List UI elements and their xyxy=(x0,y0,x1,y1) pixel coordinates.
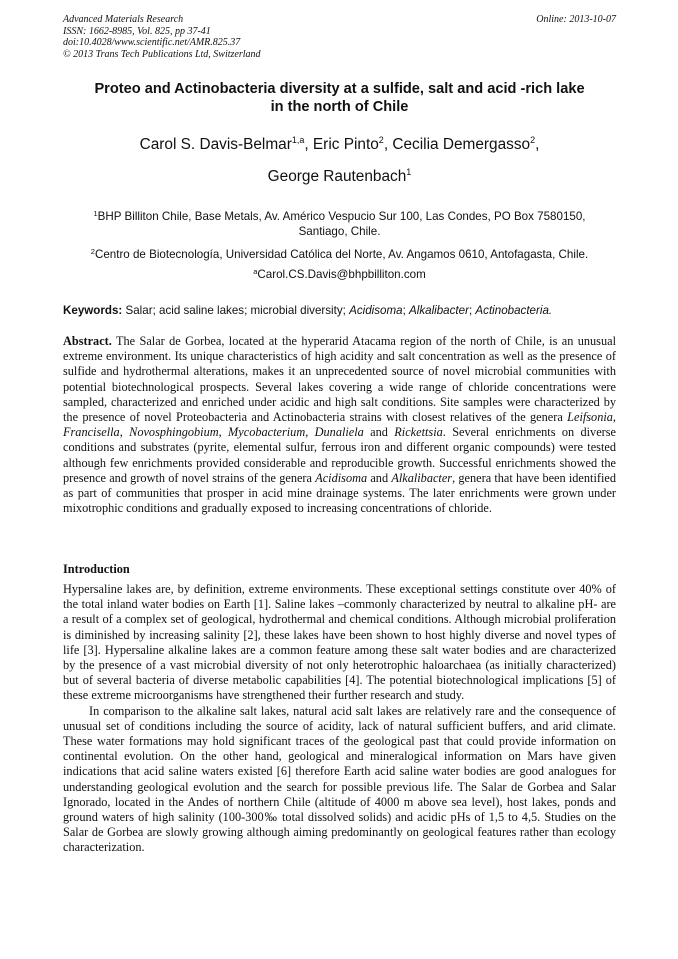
author-affiliation-mark: 1,a xyxy=(291,135,305,145)
genus-name: Alkalibacter xyxy=(391,470,453,485)
abstract-text: , xyxy=(119,425,130,440)
keyword-term: Actinobacteria. xyxy=(475,304,553,317)
keywords-label: Keywords: xyxy=(63,304,123,317)
journal-doi: doi:10.4028/www.scientific.net/AMR.825.37 xyxy=(63,37,241,48)
paper-title xyxy=(63,80,616,116)
author-affiliation-mark: 2 xyxy=(378,135,384,145)
title-line-2: in the north of Chile xyxy=(270,99,409,115)
author-affiliation-mark: 1 xyxy=(406,167,412,177)
corresponding-email xyxy=(63,267,616,282)
authors-line-1 xyxy=(63,129,616,161)
authors-line-2 xyxy=(63,161,616,193)
email-address: Carol.CS.Davis@bhpbilliton.com xyxy=(257,268,426,281)
keyword-term: Alkalibacter xyxy=(409,304,469,317)
introduction-body xyxy=(63,582,616,856)
section-heading-introduction: Introduction xyxy=(63,562,130,576)
affiliation-1 xyxy=(63,209,616,239)
journal-name: Advanced Materials Research xyxy=(63,14,184,25)
genus-name: Mycobacterium xyxy=(228,425,306,440)
email-mark: a xyxy=(253,267,258,276)
title-line-1: Proteo and Actinobacteria diversity at a sulfide, salt and acid -rich lake xyxy=(94,81,585,97)
author-separator: , xyxy=(535,136,540,153)
abstract-text: , xyxy=(305,425,315,440)
affiliation-1-line-2: Santiago, Chile. xyxy=(298,225,381,238)
intro-paragraph-1: Hypersaline lakes are, by definition, extreme environments. These exceptional settings constitute over 40% of the total inland water bodies on Earth [1]. Saline lakes –commonly characterized by neutral to alkaline pH- are a result of a complex set of geological, hydrothermal and chemical conditions. Although microbial proliferation is diminished by increasing salinity [2], these lakes have been shown to host highly diverse and novel types of life [3]. Hypersaline alkaline lakes are a common feature among these salt water bodies and are characterized by the presence of a vast microbial diversity of not only heterotrophic haloarchaea (as initially characterized) but of several bacteria of diverse metabolic capabilities [4]. The potential biotechnological implications [5] of these extreme microorganisms have strengthened their further research and study. xyxy=(63,582,616,703)
keywords-text: Salar; acid saline lakes; microbial diversity; xyxy=(122,304,350,317)
abstract xyxy=(63,334,616,516)
genus-name: Dunaliela xyxy=(314,425,364,440)
genus-name: Rickettsia xyxy=(394,425,443,440)
affiliation-1-line-1 xyxy=(63,209,616,224)
keyword-separator: ; xyxy=(402,304,410,317)
affiliation-mark: 1 xyxy=(93,209,98,218)
abstract-text: , xyxy=(612,410,616,425)
genus-name: Novosphingobium xyxy=(129,425,219,440)
author-name: Eric Pinto xyxy=(312,136,379,153)
abstract-text: . Several enrichments on diverse conditions and substrates (pyrite, elemental sulfur, ferrous iron and different organic compounds) were tested although few enrichments provided considerable and reproducible growth. Successful enrichments showed the presence and growth of novel strains of the genera xyxy=(63,425,616,485)
author-list xyxy=(63,129,616,193)
affiliation-text: BHP Billiton Chile, Base Metals, Av. Américo Vespucio Sur 100, Las Condes, PO Box 7580150, xyxy=(97,210,586,223)
journal-issn: ISSN: 1662-8985, Vol. 825, pp 37-41 xyxy=(63,25,211,37)
affiliation-text: Centro de Biotecnología, Universidad Católica del Norte, Av. Angamos 0610, Antofagasta, Chile. xyxy=(94,248,589,261)
author-name: Cecilia Demergasso xyxy=(392,136,531,153)
keyword-term: Acidisoma xyxy=(349,304,403,317)
genus-name: Francisella xyxy=(63,425,120,440)
intro-paragraph-2: In comparison to the alkaline salt lakes, natural acid salt lakes are relatively rare and the consequence of unusual set of conditions including the source of acidity, lack of natural sufficient buffers, and arid climate. These water formations may hold significant traces of the geological past that could provide information on continental evolution. On the other hand, geological and mineralogical information on Mars have given indications that acid saline waters existed [6] therefore Earth acid saline water bodies are good analogues for understanding geological evolution and the search for possible previous life. The Salar de Gorbea and Salar Ignorado, located in the Andes of northern Chile (altitude of 4000 m above sea level), host lakes, ponds and ground waters of high salinity (100-300‰ total dissolved solids) and acidic pHs of 1,5 to 4,5. Studies on the Salar de Gorbea are slowly growing although aiming predominantly on geological features rather than ecology characterization. xyxy=(63,703,616,855)
journal-copyright: © 2013 Trans Tech Publications Ltd, Switzerland xyxy=(63,48,261,60)
journal-header xyxy=(63,14,616,60)
author-name: George Rautenbach xyxy=(267,168,407,185)
genus-name: Acidisoma xyxy=(315,470,368,485)
keyword-separator: ; xyxy=(468,304,476,317)
keywords xyxy=(63,304,623,318)
author-name: Carol S. Davis-Belmar xyxy=(139,136,292,153)
abstract-text: and xyxy=(367,470,392,485)
author-separator: , xyxy=(383,136,393,153)
author-separator: , xyxy=(304,136,313,153)
abstract-text: and xyxy=(363,425,395,440)
abstract-text: , xyxy=(218,425,229,440)
online-date: Online: 2013-10-07 xyxy=(536,14,616,25)
abstract-text: The Salar de Gorbea, located at the hyperarid Atacama region of the north of Chile, is an unusual extreme environment. Its unique characteristics of high acidity and salt concentration as well as the presence of sulfide and hydrothermal alterations, makes it an unprecedented source of novel microbial communities with potential biotechnological prospects. Several lakes covering a wide range of chloride concentrations were sampled, characterized and enriched under acidic and high salt conditions. Site samples were characterized by the presence of novel Proteobacteria and Actinobacteria strains with closest relatives of the genera xyxy=(63,334,616,425)
affiliation-2 xyxy=(63,247,616,262)
abstract-paragraph xyxy=(63,334,616,516)
affiliation-mark: 2 xyxy=(90,247,95,256)
author-affiliation-mark: 2 xyxy=(530,135,536,145)
abstract-label: Abstract. xyxy=(63,334,112,348)
genus-name: Leifsonia xyxy=(567,410,613,425)
abstract-text: , genera that have been identified as part of communities that prosper in acid mine drainage systems. The later enrichments were grown under mixotrophic conditions and gradually exposed to increasing concentrations of chloride. xyxy=(63,470,616,516)
